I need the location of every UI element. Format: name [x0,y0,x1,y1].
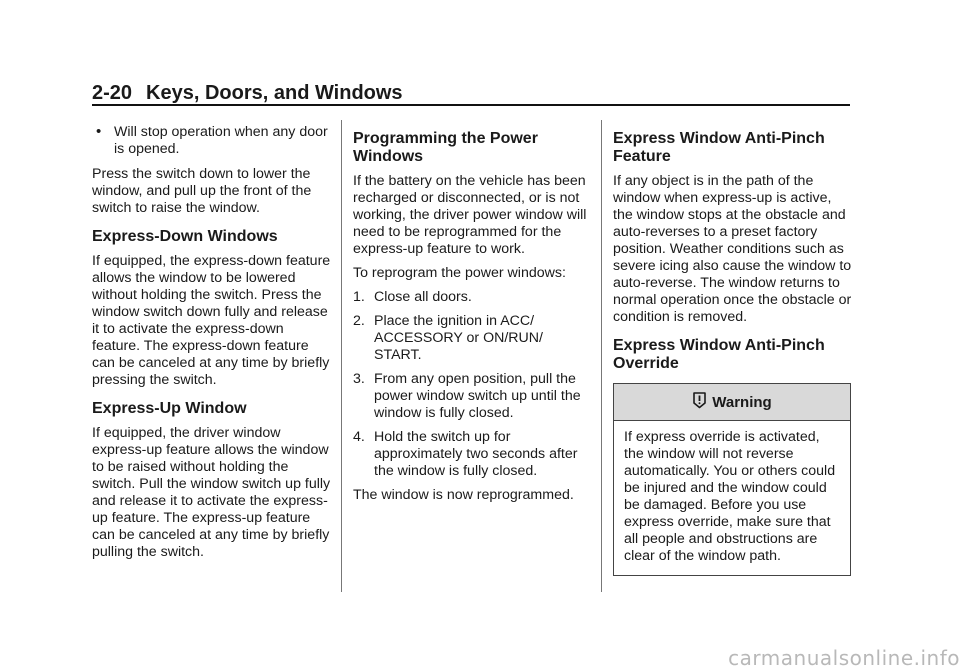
page-number: 2-20 [92,82,133,104]
step-number: 4. [353,429,365,445]
chapter-title: Keys, Doors, and Windows [146,82,403,104]
bullet-item [92,124,332,158]
paragraph: To reprogram the power windows: [353,265,566,281]
heading-express-up: Express-Up Window [92,400,247,417]
paragraph: If the battery on the vehicle has been recharged or disconnected, or is not working, the driver power window will need to be reprogrammed for the express-up feature to work. [353,173,587,257]
paragraph: If equipped, the driver window express-up feature allows the window to be raised without holding the switch. Pull the window switch up fully and release it to activate the express-up feature. The express-up feature can be canceled at any time by briefly pulling the switch. [92,425,331,560]
step-number: 1. [353,289,365,305]
watermark: carmanualsonline.info [728,646,960,670]
paragraph: The window is now reprogrammed. [353,487,574,503]
step-text: Place the ignition in ACC/ ACCESSORY or ON/RUN/ START. [374,313,543,363]
bullet-icon: • [96,123,102,140]
heading-express-down: Express-Down Windows [92,228,278,245]
column-divider-1 [341,120,342,592]
list-item [353,429,593,480]
warning-box [613,383,851,576]
warning-title: Warning [712,393,772,411]
list-item [353,313,593,364]
paragraph: If equipped, the express-down feature allows the window to be lowered without holding the switch. Press the window switch down fully and release it to activate the express-down feature. The express-down feature can be canceled at any time by briefly pressing the switch. [92,253,331,388]
column-3 [613,124,853,576]
list-item [353,371,593,422]
column-2 [353,124,593,511]
warning-text: If express override is activated, the window will not reverse automatically. You or others could be injured and the window could be damaged. Before you use express override, make sure that all people and obstructions are clear of the window path. [624,429,836,564]
list-item [353,289,593,306]
paragraph: If any object is in the path of the window when express-up is active, the window stops at the obstacle and auto-reverses to a preset factory position. Weather conditions such as severe icing also cause the window to auto-reverse. The window returns to normal operation once the obstacle or condition is removed. [613,173,852,325]
page-header [92,82,850,106]
step-text: Close all doors. [374,289,472,305]
step-number: 3. [353,371,365,387]
heading-antipinch: Express Window Anti-Pinch Feature [613,130,825,165]
warning-header [614,384,850,421]
step-text: Hold the switch up for approximately two seconds after the window is fully closed. [374,429,578,479]
warning-icon [692,392,707,413]
bullet-text: Will stop operation when any door is opened. [114,124,328,157]
heading-programming: Programming the Power Windows [353,130,538,165]
steps-list [353,289,593,480]
heading-override: Express Window Anti-Pinch Override [613,337,825,372]
paragraph: Press the switch down to lower the window, and pull up the front of the switch to raise the window. [92,166,312,216]
step-number: 2. [353,313,365,329]
column-1 [92,124,332,568]
column-divider-2 [601,120,602,592]
step-text: From any open position, pull the power window switch up until the window is fully closed. [374,371,581,421]
header-rule [92,104,850,106]
